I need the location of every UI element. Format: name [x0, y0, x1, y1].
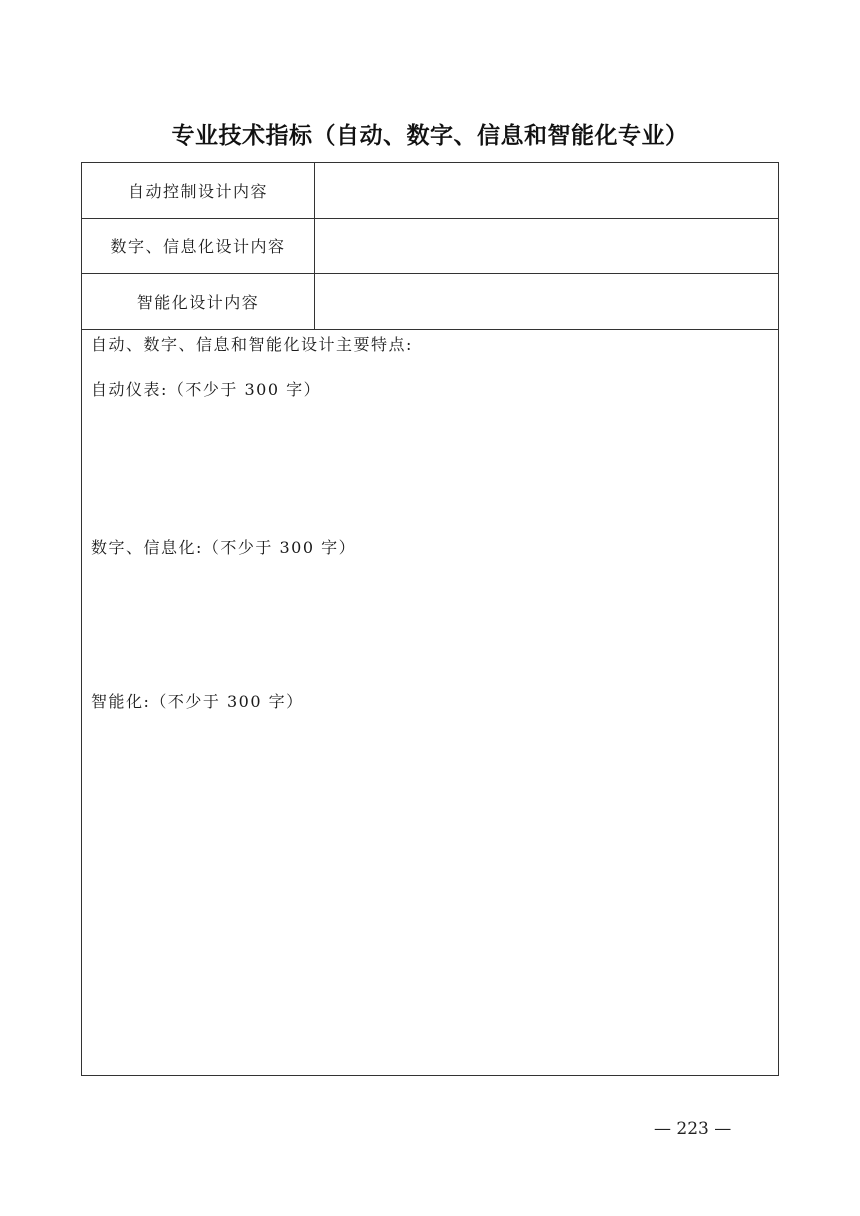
- row-label-intelligent: 智能化设计内容: [82, 274, 315, 329]
- features-section[interactable]: [82, 329, 778, 1075]
- row-label-auto-control: 自动控制设计内容: [82, 163, 315, 218]
- features-heading: 自动、数字、信息和智能化设计主要特点:: [91, 335, 413, 354]
- row-value-intelligent[interactable]: [315, 274, 778, 329]
- table-row-auto-control: [82, 163, 778, 219]
- row-value-digital-info[interactable]: [315, 218, 778, 273]
- page-title: 专业技术指标（自动、数字、信息和智能化专业）: [171, 123, 689, 149]
- section-label-intelligent: 智能化:（不少于 300 字）: [91, 692, 304, 711]
- form-table: [81, 162, 779, 1076]
- page-number: — 223 —: [654, 1119, 732, 1139]
- section-label-auto-instrument: 自动仪表:（不少于 300 字）: [91, 380, 322, 399]
- table-row-digital-info: [82, 218, 778, 274]
- row-label-digital-info: 数字、信息化设计内容: [82, 218, 315, 273]
- section-label-digital-info: 数字、信息化:（不少于 300 字）: [91, 538, 357, 557]
- table-row-intelligent: [82, 274, 778, 330]
- row-value-auto-control[interactable]: [315, 163, 778, 218]
